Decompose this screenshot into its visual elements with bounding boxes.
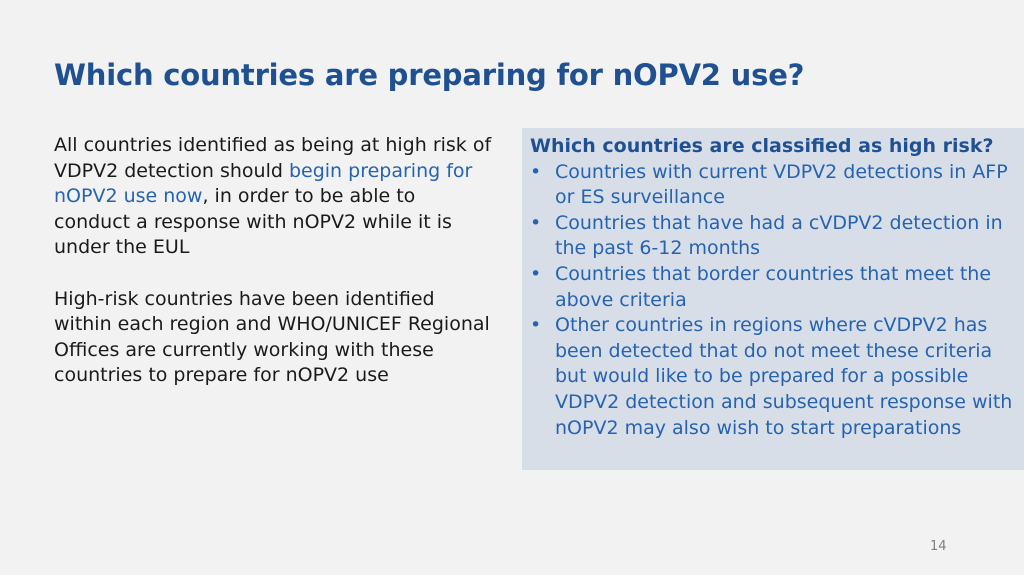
high-risk-criteria-box [522, 128, 1024, 470]
slide-title: Which countries are preparing for nOPV2 use? [54, 58, 805, 92]
intro-paragraph [54, 133, 494, 261]
criteria-heading: Which countries are classified as high risk? [530, 135, 994, 157]
criteria-item-text: Other countries in regions where cVDPV2 has been detected that do not meet these criteria but would like to be prepared for a possible VDPV2 detection and subsequent response with nOPV2 may also wish to start preparations [555, 314, 1013, 439]
bullet-icon: • [530, 262, 542, 285]
criteria-item [530, 160, 1020, 211]
intro-text-start: All countries identified as being at high risk of VDPV2 detection should [54, 134, 492, 182]
intro-text-end: , in order to be able to conduct a response with nOPV2 while it is under the EUL [54, 185, 452, 259]
criteria-item [530, 211, 1020, 262]
left-text-column [54, 133, 494, 389]
bullet-icon: • [530, 160, 542, 183]
criteria-item [530, 313, 1020, 441]
page-number: 14 [930, 539, 947, 554]
bullet-icon: • [530, 314, 542, 337]
criteria-list [530, 160, 1020, 442]
criteria-item-text: Countries that border countries that meet the above criteria [555, 262, 992, 311]
high-risk-paragraph: High-risk countries have been identified within each region and WHO/UNICEF Regional Offices are currently working with these countries to prepare for nOPV2 use [54, 287, 490, 387]
bullet-icon: • [530, 211, 542, 234]
criteria-item [530, 262, 1020, 313]
criteria-item-text: Countries with current VDPV2 detections in AFP or ES surveillance [555, 160, 1008, 209]
criteria-item-text: Countries that have had a cVDPV2 detection in the past 6-12 months [555, 211, 1003, 260]
intro-highlight: begin preparing for nOPV2 use now [54, 159, 473, 208]
